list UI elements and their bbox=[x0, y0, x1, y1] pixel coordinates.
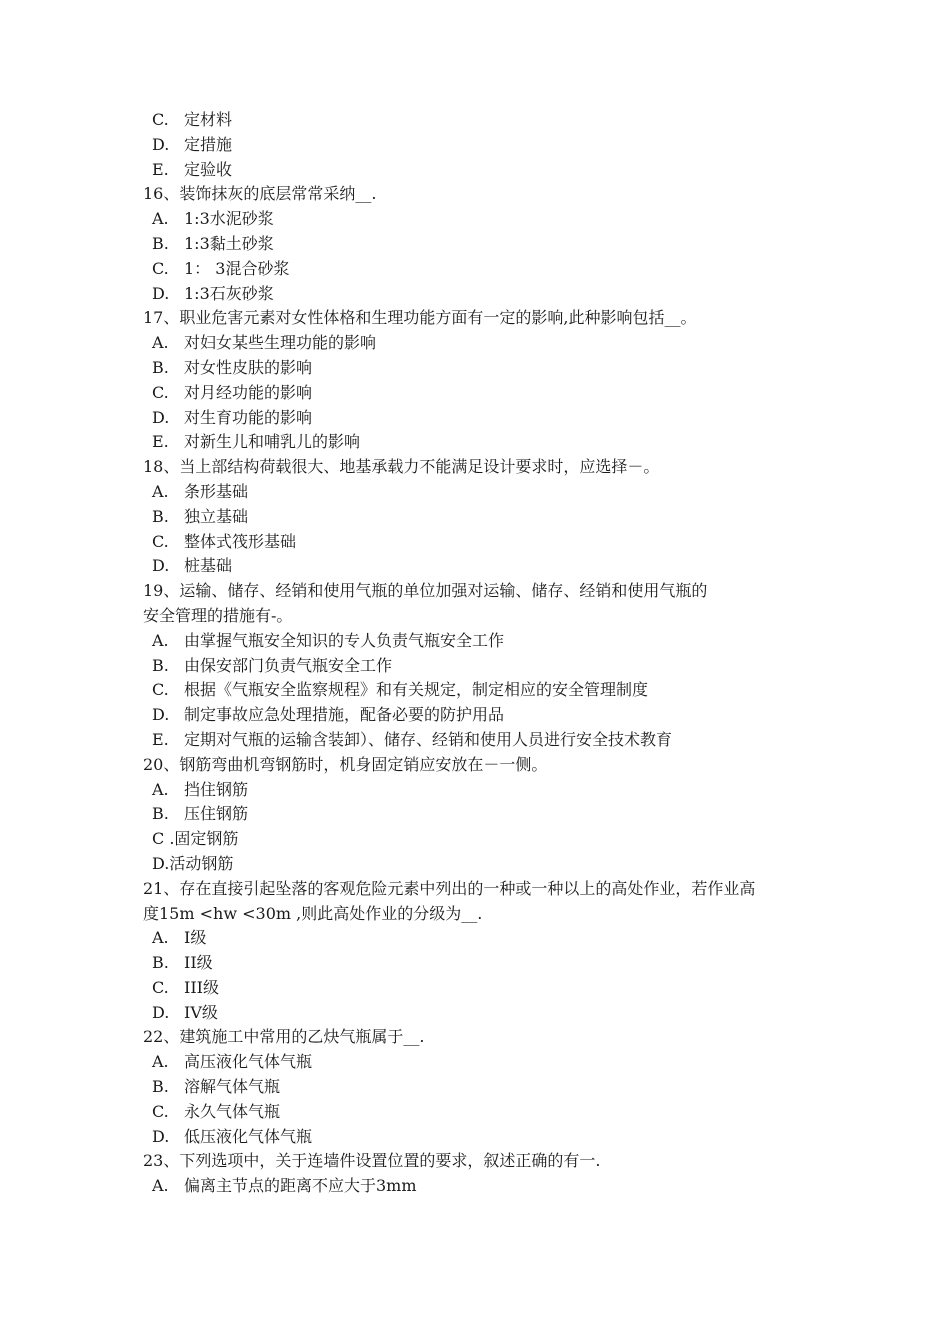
option-text: 对新生儿和哺乳儿的影响 bbox=[184, 432, 361, 452]
question-stem: 19、运输、储存、经销和使用气瓶的单位加强对运输、储存、经销和使用气瓶的 bbox=[143, 581, 708, 601]
answer-option bbox=[143, 802, 843, 827]
option-letter: A. bbox=[152, 481, 169, 501]
answer-option bbox=[143, 158, 843, 183]
option-letter: B. bbox=[152, 506, 169, 526]
option-text: 由保安部门负责气瓶安全工作 bbox=[184, 655, 393, 675]
option-letter: D. bbox=[152, 556, 170, 576]
question-stem: 17、职业危害元素对女性体格和生理功能方面有一定的影响,此种影响包括__。 bbox=[143, 308, 697, 328]
question-stem: 23、下列选项中，关于连墙件设置位置的要求，叙述正确的有一. bbox=[143, 1151, 601, 1171]
option-text: 定材料 bbox=[184, 110, 233, 129]
option-text: 高压液化气体气瓶 bbox=[184, 1052, 313, 1072]
option-text: 对月经功能的影响 bbox=[184, 382, 313, 402]
answer-option bbox=[143, 207, 843, 232]
option-text: 整体式筏形基础 bbox=[184, 531, 297, 551]
option-text: I级 bbox=[184, 928, 207, 948]
option-letter: D. bbox=[152, 705, 170, 725]
option-letter: C. bbox=[152, 110, 169, 129]
option-letter: C. bbox=[152, 977, 169, 997]
answer-option bbox=[143, 331, 843, 356]
answer-option bbox=[143, 430, 843, 455]
answer-option bbox=[143, 133, 843, 158]
answer-option bbox=[143, 1125, 843, 1150]
option-text: 条形基础 bbox=[184, 481, 249, 501]
question-stem: 22、建筑施工中常用的乙炔气瓶属于__. bbox=[143, 1027, 425, 1047]
answer-option bbox=[143, 257, 843, 282]
option-text: 偏离主节点的距离不应大于3mm bbox=[184, 1176, 417, 1196]
answer-option bbox=[143, 282, 843, 307]
option-letter: A. bbox=[152, 928, 169, 948]
answer-option bbox=[143, 629, 843, 654]
answer-option bbox=[143, 1174, 843, 1199]
option-text: 桩基础 bbox=[184, 556, 233, 576]
option-text: 1： 3混合砂浆 bbox=[184, 258, 290, 278]
question-stem: 21、存在直接引起坠落的客观危险元素中列出的一种或一种以上的高处作业，若作业高 bbox=[143, 878, 756, 898]
option-letter: D. bbox=[152, 134, 170, 154]
option-text: 对生育功能的影响 bbox=[184, 407, 313, 427]
option-text: 压住钢筋 bbox=[184, 804, 249, 824]
option-letter: E. bbox=[152, 729, 169, 749]
answer-option bbox=[143, 951, 843, 976]
option-text: 1:3石灰砂浆 bbox=[184, 283, 274, 303]
option-letter: B. bbox=[152, 357, 169, 377]
option-letter: A. bbox=[152, 1052, 169, 1072]
option-text: 溶解气体气瓶 bbox=[184, 1077, 281, 1097]
option-text: 定验收 bbox=[184, 159, 233, 179]
option-text: 由掌握气瓶安全知识的专人负责气瓶安全工作 bbox=[184, 630, 505, 650]
answer-option bbox=[143, 703, 843, 728]
question-list bbox=[143, 108, 843, 1199]
answer-option bbox=[143, 530, 843, 555]
answer-option bbox=[143, 232, 843, 257]
option-letter: A. bbox=[152, 1176, 169, 1196]
option-letter: A. bbox=[152, 209, 169, 229]
option-letter: E. bbox=[152, 432, 169, 452]
option-text: 独立基础 bbox=[184, 506, 249, 526]
option-text: 对妇女某些生理功能的影响 bbox=[184, 333, 377, 353]
answer-option bbox=[143, 1050, 843, 1075]
option-text: 定措施 bbox=[184, 134, 233, 154]
option-text: 永久气体气瓶 bbox=[184, 1101, 281, 1121]
answer-option bbox=[143, 108, 843, 133]
option-text: 挡住钢筋 bbox=[184, 779, 249, 799]
option-text: D.活动钢筋 bbox=[152, 853, 234, 873]
answer-option bbox=[143, 381, 843, 406]
option-text: 1:3黏土砂浆 bbox=[184, 233, 274, 253]
answer-option bbox=[143, 505, 843, 530]
option-letter: B. bbox=[152, 655, 169, 675]
option-letter: C. bbox=[152, 382, 169, 402]
answer-option bbox=[143, 406, 843, 431]
answer-option bbox=[143, 480, 843, 505]
option-letter: D. bbox=[152, 1126, 170, 1146]
option-letter: B. bbox=[152, 953, 169, 973]
option-letter: B. bbox=[152, 233, 169, 253]
option-letter: C. bbox=[152, 680, 169, 700]
question-stem: 20、钢筋弯曲机弯钢筋时，机身固定销应安放在－一侧。 bbox=[143, 754, 548, 774]
option-letter: C. bbox=[152, 1101, 169, 1121]
option-text: IV级 bbox=[184, 1002, 218, 1022]
option-text: III级 bbox=[184, 977, 219, 997]
question-stem: 16、装饰抹灰的底层常常采纳__. bbox=[143, 184, 377, 204]
option-letter: D. bbox=[152, 407, 170, 427]
answer-option bbox=[143, 852, 843, 877]
answer-option bbox=[143, 554, 843, 579]
option-text: 对女性皮肤的影响 bbox=[184, 357, 313, 377]
option-text: II级 bbox=[184, 953, 213, 973]
answer-option bbox=[143, 827, 843, 852]
option-letter: C. bbox=[152, 531, 169, 551]
option-letter: A. bbox=[152, 779, 169, 799]
option-text: C .固定钢筋 bbox=[152, 829, 239, 849]
answer-option bbox=[143, 778, 843, 803]
answer-option bbox=[143, 728, 843, 753]
answer-option bbox=[143, 654, 843, 679]
option-text: 根据《气瓶安全监察规程》和有关规定，制定相应的安全管理制度 bbox=[184, 680, 649, 700]
answer-option bbox=[143, 926, 843, 951]
option-letter: B. bbox=[152, 804, 169, 824]
option-text: 定期对气瓶的运输含装卸）、储存、经销和使用人员进行安全技术教育 bbox=[184, 729, 673, 749]
question-stem: 18、当上部结构荷载很大、地基承载力不能满足设计要求时，应选择－。 bbox=[143, 457, 660, 477]
option-letter: C. bbox=[152, 258, 169, 278]
answer-option bbox=[143, 976, 843, 1001]
option-letter: B. bbox=[152, 1077, 169, 1097]
answer-option bbox=[143, 1100, 843, 1125]
question-stem-continued: 安全管理的措施有-。 bbox=[143, 605, 293, 625]
answer-option bbox=[143, 1001, 843, 1026]
answer-option bbox=[143, 678, 843, 703]
option-text: 1:3水泥砂浆 bbox=[184, 209, 274, 229]
option-letter: D. bbox=[152, 283, 170, 303]
option-letter: A. bbox=[152, 333, 169, 353]
option-letter: E. bbox=[152, 159, 169, 179]
answer-option bbox=[143, 356, 843, 381]
question-stem-continued: 度15m <hw <30m ,则此高处作业的分级为__. bbox=[143, 903, 483, 923]
answer-option bbox=[143, 1075, 843, 1100]
option-text: 低压液化气体气瓶 bbox=[184, 1126, 313, 1146]
option-text: 制定事故应急处理措施，配备必要的防护用品 bbox=[184, 705, 505, 725]
option-letter: D. bbox=[152, 1002, 170, 1022]
option-letter: A. bbox=[152, 630, 169, 650]
